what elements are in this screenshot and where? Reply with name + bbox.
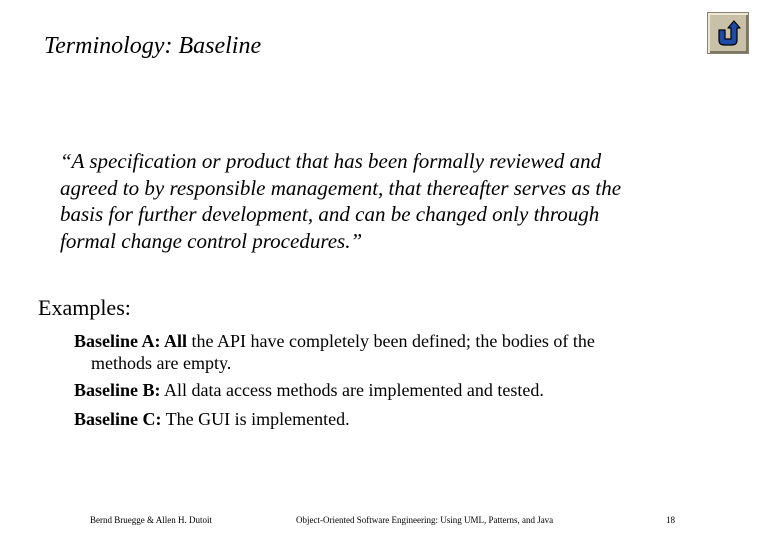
example-text: All data access methods are implemented and tested.: [160, 380, 544, 400]
footer-book-title: Object-Oriented Software Engineering: Using UML, Patterns, and Java: [296, 515, 554, 525]
example-text-continuation: methods are empty.: [91, 353, 232, 373]
footer-page-number: 18: [666, 515, 675, 525]
example-baseline-c: [74, 408, 350, 430]
example-label: Baseline A: All: [74, 331, 188, 351]
examples-heading: Examples:: [38, 295, 131, 320]
example-baseline-b: [74, 379, 544, 401]
return-nav-button[interactable]: [707, 12, 749, 54]
example-label: Baseline B:: [74, 380, 161, 400]
slide-title: Terminology: Baseline: [44, 33, 262, 59]
example-text: The GUI is implemented.: [161, 409, 350, 429]
example-baseline-a: [74, 330, 595, 374]
example-label: Baseline C:: [74, 409, 162, 429]
quote-line: agreed to by responsible management, that thereafter serves as the: [60, 175, 622, 200]
example-text: the API have completely been defined; the bodies of the: [187, 331, 595, 351]
quote-line: “A specification or product that has been formally reviewed and: [60, 149, 602, 173]
quote-line: basis for further development, and can be changed only through: [60, 202, 600, 226]
baseline-definition-quote: [60, 148, 740, 254]
return-arrow-icon: [713, 18, 743, 48]
footer-authors: Bernd Bruegge & Allen H. Dutoit: [90, 515, 212, 525]
quote-line: formal change control procedures.”: [60, 228, 363, 253]
